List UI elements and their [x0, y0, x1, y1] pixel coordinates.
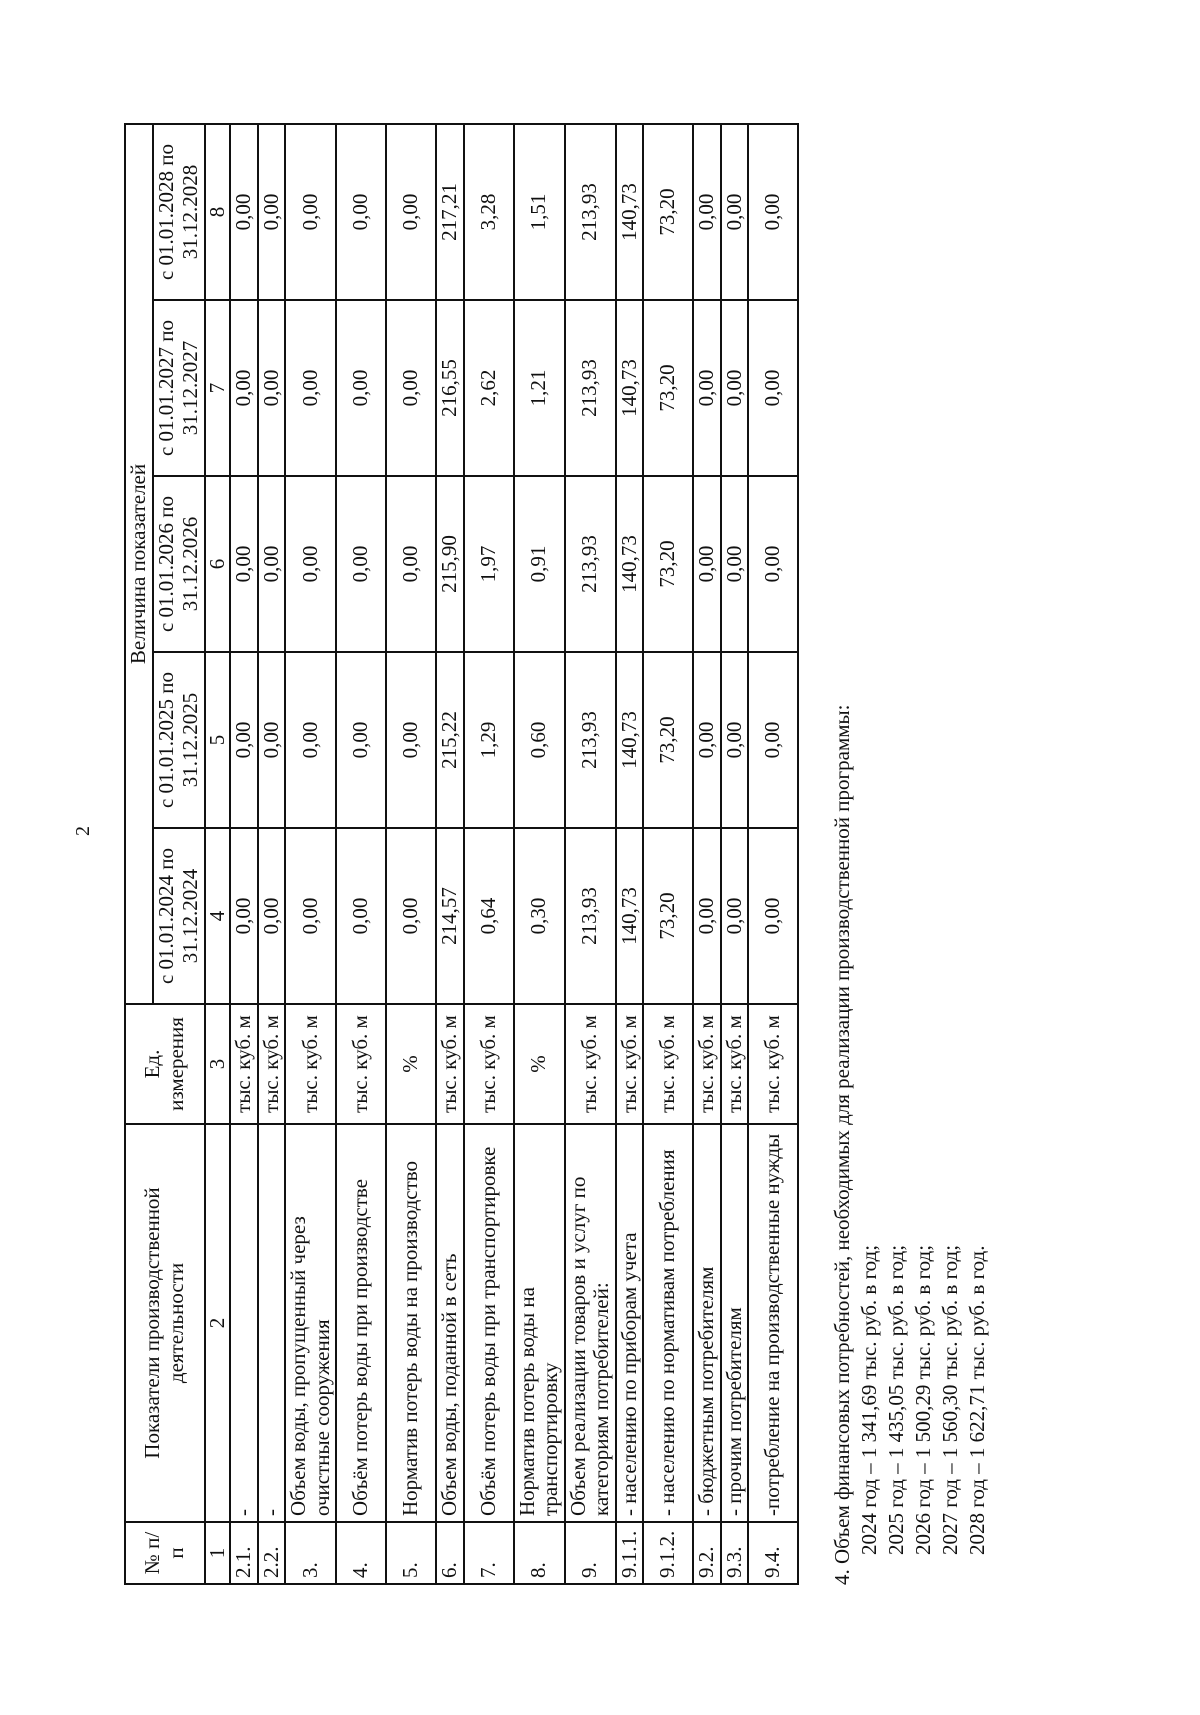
row-value: 73,20 — [643, 476, 693, 652]
row-value: 140,73 — [616, 652, 644, 828]
column-number: 1 — [205, 1522, 231, 1584]
row-value: 213,93 — [565, 476, 616, 652]
row-value: 0,00 — [230, 652, 258, 828]
row-unit: % — [514, 1004, 565, 1124]
row-unit: тыс. куб. м — [748, 1004, 798, 1124]
row-value: 0,00 — [386, 828, 436, 1004]
row-value: 3,28 — [464, 124, 514, 300]
rotated-content — [124, 125, 990, 1585]
row-value: 0,00 — [258, 300, 286, 476]
row-value: 1,97 — [464, 476, 514, 652]
row-value: 0,00 — [721, 476, 749, 652]
row-value: 1,29 — [464, 652, 514, 828]
header-period: с 01.01.2027 по 31.12.2027 — [153, 300, 205, 476]
row-value: 0,64 — [464, 828, 514, 1004]
table-row — [514, 124, 565, 1584]
row-value: 140,73 — [616, 476, 644, 652]
column-number: 7 — [205, 300, 231, 476]
row-value: 0,00 — [693, 476, 721, 652]
row-value: 0,00 — [693, 828, 721, 1004]
row-value: 0,00 — [693, 300, 721, 476]
row-value: 215,90 — [436, 476, 464, 652]
row-value: 0,00 — [258, 124, 286, 300]
row-name: - — [230, 1124, 258, 1522]
row-value: 0,00 — [258, 828, 286, 1004]
column-number: 6 — [205, 476, 231, 652]
row-unit: тыс. куб. м — [230, 1004, 258, 1124]
funding-line: 2027 год – 1 560,30 тыс. руб. в год; — [938, 1244, 963, 1555]
row-name: Норматив потерь воды на производство — [386, 1124, 436, 1522]
row-value: 0,00 — [230, 828, 258, 1004]
table-row — [436, 124, 464, 1584]
table-row — [386, 124, 436, 1584]
funding-line: 2028 год – 1 622,71 тыс. руб. в год. — [965, 1245, 990, 1555]
row-unit: тыс. куб. м — [721, 1004, 749, 1124]
row-unit: тыс. куб. м — [464, 1004, 514, 1124]
row-value: 0,00 — [693, 124, 721, 300]
row-value: 140,73 — [616, 124, 644, 300]
table-row — [721, 124, 749, 1584]
row-value: 0,00 — [336, 476, 386, 652]
row-value: 0,00 — [721, 124, 749, 300]
row-value: 0,00 — [336, 828, 386, 1004]
header-no: № п/п — [125, 1522, 205, 1584]
funding-line: 2026 год – 1 500,29 тыс. руб. в год; — [911, 1244, 936, 1555]
header-group: Величина показателей — [125, 124, 153, 1004]
row-value: 0,00 — [386, 124, 436, 300]
indicators-table — [124, 123, 799, 1585]
row-value: 1,51 — [514, 124, 565, 300]
table-row — [464, 124, 514, 1584]
section-4 — [829, 125, 991, 1585]
column-number: 3 — [205, 1004, 231, 1124]
row-value: 0,00 — [748, 300, 798, 476]
column-number: 4 — [205, 828, 231, 1004]
row-name: Объем воды, поданной в сеть — [436, 1124, 464, 1522]
row-unit: тыс. куб. м — [436, 1004, 464, 1124]
row-number: 7. — [464, 1522, 514, 1584]
column-number: 2 — [205, 1124, 231, 1522]
table-row — [285, 124, 336, 1584]
row-number: 3. — [285, 1522, 336, 1584]
row-value: 213,93 — [565, 300, 616, 476]
row-unit: тыс. куб. м — [336, 1004, 386, 1124]
row-name: - прочим потребителям — [721, 1124, 749, 1522]
row-value: 73,20 — [643, 300, 693, 476]
row-name: -потребление на производственные нужды — [748, 1124, 798, 1522]
row-name: - населению по приборам учета — [616, 1124, 644, 1522]
row-value: 0,00 — [748, 828, 798, 1004]
row-unit: тыс. куб. м — [565, 1004, 616, 1124]
header-unit: Ед. измерения — [125, 1004, 205, 1124]
section-4-title: 4. Объем финансовых потребностей, необходимых для реализации производственной программы: — [830, 704, 855, 1585]
row-value: 0,00 — [386, 652, 436, 828]
row-unit: тыс. куб. м — [643, 1004, 693, 1124]
table-row — [616, 124, 644, 1584]
row-value: 0,60 — [514, 652, 565, 828]
row-number: 9.3. — [721, 1522, 749, 1584]
table-row — [230, 124, 258, 1584]
row-value: 0,00 — [285, 300, 336, 476]
row-value: 0,00 — [693, 652, 721, 828]
page-number: 2 — [72, 826, 94, 836]
row-value: 2,62 — [464, 300, 514, 476]
row-value: 0,91 — [514, 476, 565, 652]
header-name: Показатели производственной деятельности — [125, 1124, 205, 1522]
row-value: 0,00 — [285, 476, 336, 652]
row-unit: тыс. куб. м — [693, 1004, 721, 1124]
row-value: 213,93 — [565, 828, 616, 1004]
row-value: 0,00 — [285, 828, 336, 1004]
row-number: 2.2. — [258, 1522, 286, 1584]
row-name: - населению по нормативам потребления — [643, 1124, 693, 1522]
row-number: 9.4. — [748, 1522, 798, 1584]
column-numbers-row — [205, 124, 231, 1584]
row-number: 4. — [336, 1522, 386, 1584]
row-name: - бюджетным потребителям — [693, 1124, 721, 1522]
row-number: 9.1.2. — [643, 1522, 693, 1584]
row-value: 0,00 — [386, 476, 436, 652]
row-name: Объем воды, пропущенный через очистные сооружения — [285, 1124, 336, 1522]
row-unit: тыс. куб. м — [616, 1004, 644, 1124]
funding-line: 2025 год – 1 435,05 тыс. руб. в год; — [884, 1244, 909, 1555]
row-number: 5. — [386, 1522, 436, 1584]
row-value: 0,00 — [748, 476, 798, 652]
row-number: 2.1. — [230, 1522, 258, 1584]
table-row — [643, 124, 693, 1584]
row-name: Объём потерь воды при производстве — [336, 1124, 386, 1522]
row-number: 9.2. — [693, 1522, 721, 1584]
row-value: 1,21 — [514, 300, 565, 476]
funding-line: 2024 год – 1 341,69 тыс. руб. в год; — [857, 1244, 882, 1555]
row-value: 0,00 — [748, 652, 798, 828]
row-value: 0,00 — [285, 652, 336, 828]
row-name: - — [258, 1124, 286, 1522]
row-value: 215,22 — [436, 652, 464, 828]
row-unit: % — [386, 1004, 436, 1124]
header-period: с 01.01.2024 по 31.12.2024 — [153, 828, 205, 1004]
row-value: 216,55 — [436, 300, 464, 476]
row-value: 0,00 — [230, 476, 258, 652]
row-number: 8. — [514, 1522, 565, 1584]
row-value: 73,20 — [643, 652, 693, 828]
table-row — [693, 124, 721, 1584]
row-value: 0,00 — [336, 124, 386, 300]
row-name: Объём потерь воды при транспортировке — [464, 1124, 514, 1522]
row-value: 0,00 — [721, 652, 749, 828]
row-value: 213,93 — [565, 652, 616, 828]
column-number: 8 — [205, 124, 231, 300]
row-value: 213,93 — [565, 124, 616, 300]
row-value: 0,00 — [258, 652, 286, 828]
row-name: Норматив потерь воды на транспортировку — [514, 1124, 565, 1522]
header-period: с 01.01.2025 по 31.12.2025 — [153, 652, 205, 828]
row-value: 140,73 — [616, 828, 644, 1004]
row-number: 9. — [565, 1522, 616, 1584]
column-number: 5 — [205, 652, 231, 828]
section-4-lines — [856, 125, 991, 1585]
row-value: 0,00 — [336, 300, 386, 476]
row-number: 9.1.1. — [616, 1522, 644, 1584]
table-row — [258, 124, 286, 1584]
table-body — [230, 124, 798, 1584]
row-unit: тыс. куб. м — [258, 1004, 286, 1124]
row-value: 214,57 — [436, 828, 464, 1004]
row-name: Объем реализации товаров и услуг по категориям потребителей: — [565, 1124, 616, 1522]
row-value: 0,00 — [386, 300, 436, 476]
row-value: 140,73 — [616, 300, 644, 476]
header-period: с 01.01.2028 по 31.12.2028 — [153, 124, 205, 300]
row-value: 0,00 — [285, 124, 336, 300]
row-value: 0,30 — [514, 828, 565, 1004]
table-row — [565, 124, 616, 1584]
row-value: 0,00 — [336, 652, 386, 828]
header-period: с 01.01.2026 по 31.12.2026 — [153, 476, 205, 652]
row-value: 73,20 — [643, 124, 693, 300]
table-row — [748, 124, 798, 1584]
row-value: 0,00 — [748, 124, 798, 300]
row-number: 6. — [436, 1522, 464, 1584]
row-value: 217,21 — [436, 124, 464, 300]
row-value: 0,00 — [230, 124, 258, 300]
row-value: 0,00 — [721, 828, 749, 1004]
table-row — [336, 124, 386, 1584]
row-value: 0,00 — [230, 300, 258, 476]
row-value: 0,00 — [258, 476, 286, 652]
row-value: 0,00 — [721, 300, 749, 476]
row-value: 73,20 — [643, 828, 693, 1004]
row-unit: тыс. куб. м — [285, 1004, 336, 1124]
